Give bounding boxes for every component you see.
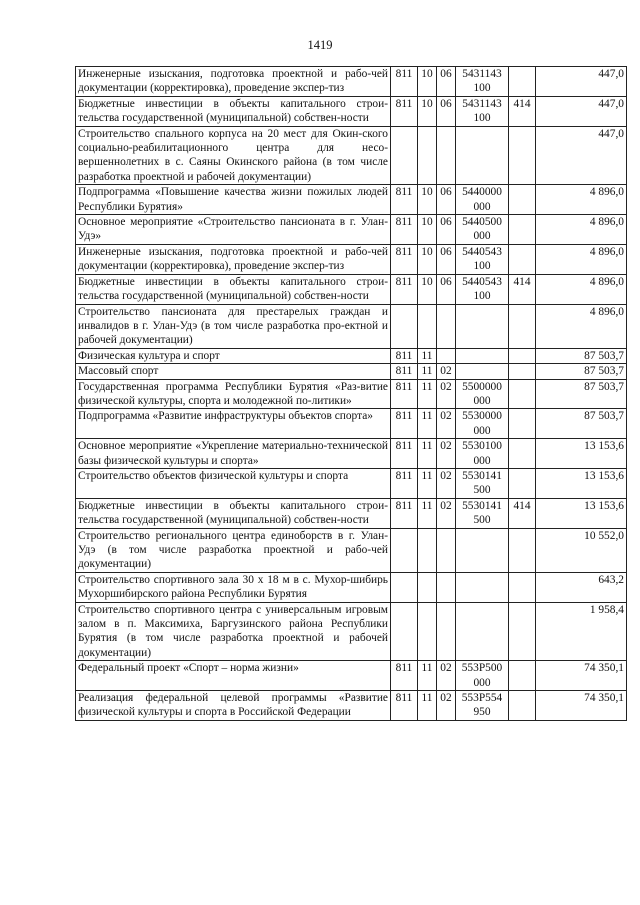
row-name-cell: Основное мероприятие «Укрепление материально-технической базы физической культуры и спорта» xyxy=(76,439,391,469)
row-amount-cell: 4 896,0 xyxy=(536,274,627,304)
row-amount-cell: 87 503,7 xyxy=(536,348,627,363)
target-code-part: 100 xyxy=(473,112,491,125)
row-target-code-cell xyxy=(456,691,509,721)
row-name-cell: Реализация федеральной целевой программы «Развитие физической культуры и спорта в Российской Федерации xyxy=(76,691,391,721)
table-row xyxy=(76,274,627,304)
row-target-code-cell xyxy=(456,126,509,185)
row-target-code-cell xyxy=(456,439,509,469)
row-subsection-cell: 06 xyxy=(437,185,456,215)
row-expense-type-cell xyxy=(509,185,536,215)
row-expense-type-cell xyxy=(509,244,536,274)
row-name-cell: Федеральный проект «Спорт – норма жизни» xyxy=(76,661,391,691)
target-code-part: 5530141 xyxy=(462,499,502,512)
row-subsection-cell: 02 xyxy=(437,468,456,498)
table-row xyxy=(76,96,627,126)
row-expense-type-cell xyxy=(509,379,536,409)
row-expense-type-cell xyxy=(509,439,536,469)
row-expense-type-cell xyxy=(509,364,536,379)
row-name-cell: Физическая культура и спорт xyxy=(76,348,391,363)
target-code-part: 000 xyxy=(473,676,491,689)
row-name-cell: Строительство спортивного зала 30 х 18 м в с. Мухор-шибирь Мухоршибирского района Республики Бурятия xyxy=(76,572,391,602)
row-name-cell: Государственная программа Республики Бурятия «Раз-витие физической культуры, спорта и молодежной по-литики» xyxy=(76,379,391,409)
table-row xyxy=(76,528,627,572)
row-section-cell: 10 xyxy=(418,67,437,97)
row-subsection-cell xyxy=(437,572,456,602)
row-name-cell: Строительство объектов физической культуры и спорта xyxy=(76,468,391,498)
target-code-part: 5500000 xyxy=(462,380,502,393)
row-section-cell xyxy=(418,304,437,348)
row-expense-type-cell xyxy=(509,409,536,439)
table-row xyxy=(76,661,627,691)
row-subsection-cell: 02 xyxy=(437,364,456,379)
row-amount-cell: 4 896,0 xyxy=(536,304,627,348)
target-code-part: 500 xyxy=(473,484,491,497)
row-target-code-cell xyxy=(456,67,509,97)
row-expense-type-cell xyxy=(509,67,536,97)
row-grbs-cell: 811 xyxy=(391,379,418,409)
target-code-part: 553P554 xyxy=(461,692,503,705)
row-amount-cell: 10 552,0 xyxy=(536,528,627,572)
row-amount-cell: 4 896,0 xyxy=(536,185,627,215)
row-target-code-cell xyxy=(456,661,509,691)
target-code-part: 000 xyxy=(473,424,491,437)
row-amount-cell: 13 153,6 xyxy=(536,439,627,469)
row-amount-cell: 87 503,7 xyxy=(536,409,627,439)
row-expense-type-cell xyxy=(509,528,536,572)
target-code-part: 100 xyxy=(473,290,491,303)
table-row xyxy=(76,439,627,469)
row-name-cell: Подпрограмма «Развитие инфраструктуры объектов спорта» xyxy=(76,409,391,439)
row-grbs-cell: 811 xyxy=(391,348,418,363)
row-expense-type-cell xyxy=(509,348,536,363)
row-amount-cell: 643,2 xyxy=(536,572,627,602)
row-section-cell: 10 xyxy=(418,215,437,245)
table-row xyxy=(76,468,627,498)
row-subsection-cell xyxy=(437,528,456,572)
target-code-part: 553P500 xyxy=(461,662,503,675)
row-target-code-cell xyxy=(456,185,509,215)
row-name-cell: Бюджетные инвестиции в объекты капитального строи-тельства государственной (муниципальной) собствен-ности xyxy=(76,96,391,126)
table-row xyxy=(76,304,627,348)
row-subsection-cell: 06 xyxy=(437,274,456,304)
row-target-code-cell xyxy=(456,572,509,602)
row-expense-type-cell xyxy=(509,572,536,602)
row-target-code-cell xyxy=(456,215,509,245)
row-target-code-cell xyxy=(456,468,509,498)
row-section-cell: 10 xyxy=(418,244,437,274)
row-name-cell: Инженерные изыскания, подготовка проектной и рабо-чей документации (корректировка), проведение экспер-тиз xyxy=(76,244,391,274)
row-name-cell: Бюджетные инвестиции в объекты капитального строи-тельства государственной (муниципальной) собствен-ности xyxy=(76,498,391,528)
row-name-cell: Бюджетные инвестиции в объекты капитального строи-тельства государственной (муниципальной) собствен-ности xyxy=(76,274,391,304)
row-name-cell: Строительство спортивного центра с универсальным игровым залом в п. Максимиха, Баргузинского района Республики Бурятия (в том числе разработка проектной и рабочей документации) xyxy=(76,602,391,661)
row-target-code-cell xyxy=(456,348,509,363)
row-grbs-cell: 811 xyxy=(391,409,418,439)
target-code-part: 5440000 xyxy=(462,186,502,199)
row-amount-cell: 447,0 xyxy=(536,126,627,185)
target-code-part: 000 xyxy=(473,230,491,243)
row-section-cell xyxy=(418,602,437,661)
row-grbs-cell: 811 xyxy=(391,439,418,469)
row-name-cell: Инженерные изыскания, подготовка проектной и рабо-чей документации (корректировка), проведение экспер-тиз xyxy=(76,67,391,97)
row-section-cell xyxy=(418,528,437,572)
row-name-cell: Строительство регионального центра единоборств в г. Улан-Удэ (в том числе разработка проектной и рабо-чей документации) xyxy=(76,528,391,572)
row-amount-cell: 87 503,7 xyxy=(536,364,627,379)
row-expense-type-cell xyxy=(509,215,536,245)
row-subsection-cell: 02 xyxy=(437,379,456,409)
target-code-part: 100 xyxy=(473,260,491,273)
target-code-part: 5530000 xyxy=(462,410,502,423)
row-target-code-cell xyxy=(456,364,509,379)
row-amount-cell: 4 896,0 xyxy=(536,215,627,245)
row-expense-type-cell: 414 xyxy=(509,96,536,126)
row-subsection-cell: 02 xyxy=(437,439,456,469)
row-amount-cell: 87 503,7 xyxy=(536,379,627,409)
row-expense-type-cell xyxy=(509,691,536,721)
budget-table xyxy=(75,66,627,721)
row-target-code-cell xyxy=(456,602,509,661)
target-code-part: 5440543 xyxy=(462,275,502,288)
row-expense-type-cell xyxy=(509,126,536,185)
target-code-part: 5440543 xyxy=(462,245,502,258)
budget-table-body xyxy=(76,67,627,721)
row-grbs-cell xyxy=(391,126,418,185)
row-name-cell: Строительство спального корпуса на 20 мест для Окин-ского социально-реабилитационного центра для несо-вершеннолетних в с. Саяны Окинского района (в том числе разработка проектной и рабочей документации) xyxy=(76,126,391,185)
row-name-cell: Основное мероприятие «Строительство пансионата в г. Улан-Удэ» xyxy=(76,215,391,245)
table-row xyxy=(76,348,627,363)
row-grbs-cell: 811 xyxy=(391,661,418,691)
row-section-cell: 11 xyxy=(418,348,437,363)
table-row xyxy=(76,185,627,215)
row-subsection-cell: 02 xyxy=(437,409,456,439)
row-section-cell: 11 xyxy=(418,661,437,691)
row-subsection-cell xyxy=(437,602,456,661)
row-grbs-cell xyxy=(391,572,418,602)
row-grbs-cell: 811 xyxy=(391,96,418,126)
target-code-part: 500 xyxy=(473,514,491,527)
row-section-cell: 11 xyxy=(418,379,437,409)
table-row xyxy=(76,244,627,274)
table-row xyxy=(76,364,627,379)
row-target-code-cell xyxy=(456,244,509,274)
row-name-cell: Подпрограмма «Повышение качества жизни пожилых людей Республики Бурятия» xyxy=(76,185,391,215)
row-target-code-cell xyxy=(456,379,509,409)
row-section-cell: 11 xyxy=(418,364,437,379)
row-amount-cell: 1 958,4 xyxy=(536,602,627,661)
target-code-part: 000 xyxy=(473,394,491,407)
row-grbs-cell: 811 xyxy=(391,185,418,215)
row-subsection-cell: 06 xyxy=(437,96,456,126)
table-row xyxy=(76,67,627,97)
row-expense-type-cell xyxy=(509,468,536,498)
row-amount-cell: 447,0 xyxy=(536,67,627,97)
row-grbs-cell: 811 xyxy=(391,67,418,97)
page-number: 1419 xyxy=(307,38,333,52)
row-subsection-cell: 02 xyxy=(437,661,456,691)
row-subsection-cell: 02 xyxy=(437,498,456,528)
row-section-cell xyxy=(418,126,437,185)
row-subsection-cell: 06 xyxy=(437,244,456,274)
target-code-part: 5431143 xyxy=(462,97,502,110)
row-subsection-cell xyxy=(437,304,456,348)
target-code-part: 000 xyxy=(473,200,491,213)
table-row xyxy=(76,215,627,245)
row-target-code-cell xyxy=(456,304,509,348)
row-target-code-cell xyxy=(456,96,509,126)
row-subsection-cell: 06 xyxy=(437,67,456,97)
row-grbs-cell xyxy=(391,304,418,348)
row-section-cell: 11 xyxy=(418,468,437,498)
table-row xyxy=(76,379,627,409)
row-name-cell: Массовый спорт xyxy=(76,364,391,379)
row-name-cell: Строительство пансионата для престарелых граждан и инвалидов в г. Улан-Удэ (в том числе разработка про-ектной и рабочей документации) xyxy=(76,304,391,348)
row-target-code-cell xyxy=(456,274,509,304)
table-row xyxy=(76,126,627,185)
row-target-code-cell xyxy=(456,498,509,528)
row-subsection-cell: 02 xyxy=(437,691,456,721)
row-target-code-cell xyxy=(456,528,509,572)
row-subsection-cell xyxy=(437,348,456,363)
target-code-part: 100 xyxy=(473,82,491,95)
row-expense-type-cell: 414 xyxy=(509,498,536,528)
row-grbs-cell: 811 xyxy=(391,274,418,304)
row-section-cell: 11 xyxy=(418,498,437,528)
target-code-part: 5440500 xyxy=(462,216,502,229)
row-section-cell xyxy=(418,572,437,602)
row-amount-cell: 4 896,0 xyxy=(536,244,627,274)
table-row xyxy=(76,572,627,602)
row-subsection-cell: 06 xyxy=(437,215,456,245)
row-grbs-cell xyxy=(391,528,418,572)
row-amount-cell: 74 350,1 xyxy=(536,691,627,721)
row-expense-type-cell xyxy=(509,661,536,691)
row-amount-cell: 13 153,6 xyxy=(536,498,627,528)
row-grbs-cell: 811 xyxy=(391,244,418,274)
row-grbs-cell xyxy=(391,602,418,661)
row-grbs-cell: 811 xyxy=(391,364,418,379)
table-row xyxy=(76,691,627,721)
row-section-cell: 11 xyxy=(418,691,437,721)
table-row xyxy=(76,602,627,661)
row-section-cell: 11 xyxy=(418,409,437,439)
row-expense-type-cell: 414 xyxy=(509,274,536,304)
row-target-code-cell xyxy=(456,409,509,439)
row-grbs-cell: 811 xyxy=(391,498,418,528)
row-grbs-cell: 811 xyxy=(391,215,418,245)
row-subsection-cell xyxy=(437,126,456,185)
target-code-part: 950 xyxy=(473,706,491,719)
table-row xyxy=(76,498,627,528)
row-amount-cell: 13 153,6 xyxy=(536,468,627,498)
row-expense-type-cell xyxy=(509,602,536,661)
table-row xyxy=(76,409,627,439)
target-code-part: 000 xyxy=(473,454,491,467)
row-amount-cell: 74 350,1 xyxy=(536,661,627,691)
row-expense-type-cell xyxy=(509,304,536,348)
row-grbs-cell: 811 xyxy=(391,468,418,498)
row-section-cell: 11 xyxy=(418,439,437,469)
row-section-cell: 10 xyxy=(418,185,437,215)
row-amount-cell: 447,0 xyxy=(536,96,627,126)
target-code-part: 5431143 xyxy=(462,68,502,80)
row-section-cell: 10 xyxy=(418,96,437,126)
row-section-cell: 10 xyxy=(418,274,437,304)
target-code-part: 5530100 xyxy=(462,440,502,453)
row-grbs-cell: 811 xyxy=(391,691,418,721)
target-code-part: 5530141 xyxy=(462,469,502,482)
